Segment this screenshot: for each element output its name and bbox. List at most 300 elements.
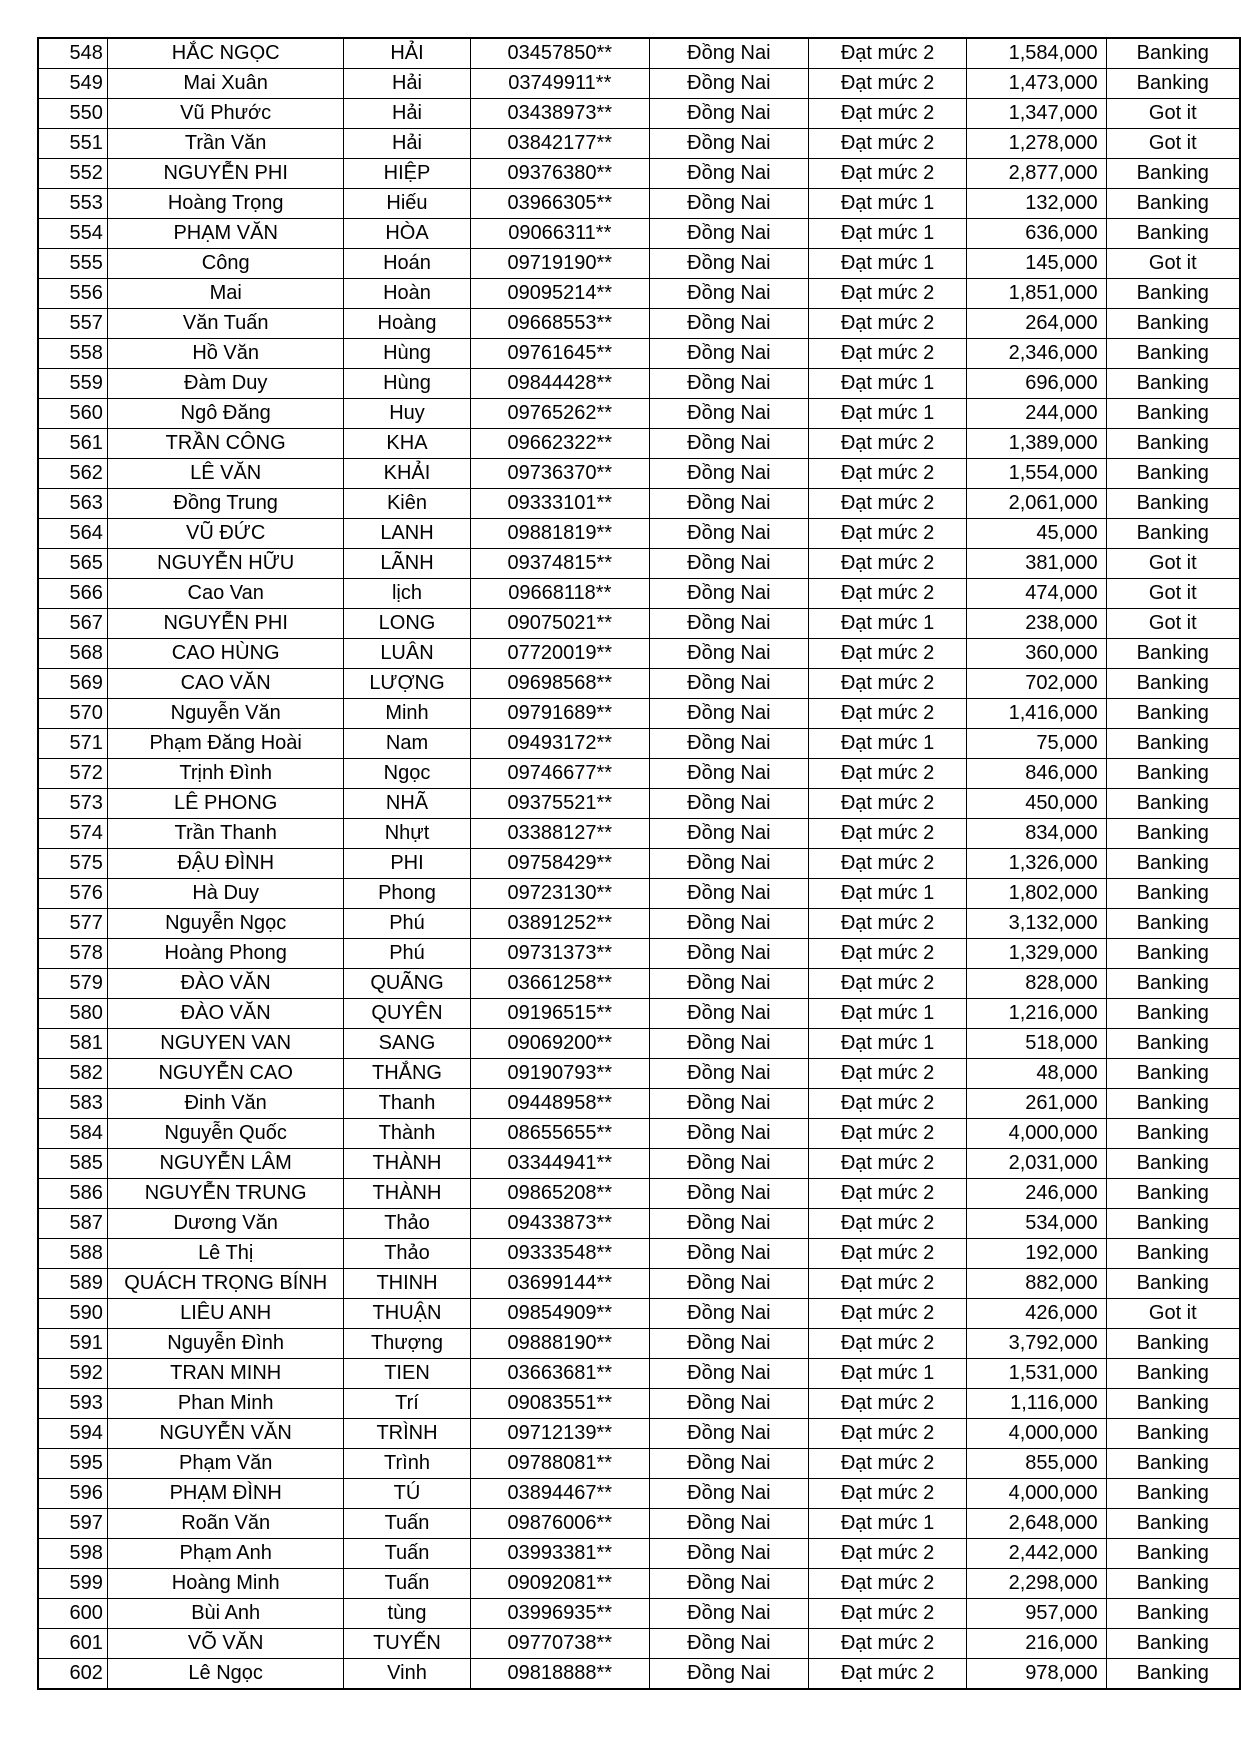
row-number-cell: 569 [38,669,107,699]
row-number-cell: 602 [38,1659,107,1690]
first-name-cell: THÀNH [344,1149,470,1179]
table-row [38,519,1240,549]
amount-cell: 534,000 [967,1209,1106,1239]
last-middle-name-cell: Phạm Văn [107,1449,344,1479]
province-cell: Đồng Nai [650,609,809,639]
last-middle-name-cell: Nguyễn Đình [107,1329,344,1359]
first-name-cell: Nam [344,729,470,759]
level-cell: Đạt mức 2 [808,909,967,939]
last-middle-name-cell: VŨ ĐỨC [107,519,344,549]
level-cell: Đạt mức 1 [808,1509,967,1539]
payment-method-cell: Banking [1106,489,1240,519]
payment-method-cell: Banking [1106,159,1240,189]
first-name-cell: Ngọc [344,759,470,789]
payment-method-cell: Banking [1106,1239,1240,1269]
phone-number-cell: 09719190** [470,249,650,279]
first-name-cell: Hoán [344,249,470,279]
amount-cell: 2,442,000 [967,1539,1106,1569]
payment-method-cell: Banking [1106,399,1240,429]
row-number-cell: 574 [38,819,107,849]
amount-cell: 1,473,000 [967,69,1106,99]
level-cell: Đạt mức 2 [808,759,967,789]
level-cell: Đạt mức 1 [808,729,967,759]
phone-number-cell: 09662322** [470,429,650,459]
phone-number-cell: 09333101** [470,489,650,519]
payment-method-cell: Banking [1106,1389,1240,1419]
row-number-cell: 558 [38,339,107,369]
province-cell: Đồng Nai [650,219,809,249]
first-name-cell: SANG [344,1029,470,1059]
table-row [38,1029,1240,1059]
table-row [38,639,1240,669]
first-name-cell: lịch [344,579,470,609]
phone-number-cell: 09668553** [470,309,650,339]
first-name-cell: THÀNH [344,1179,470,1209]
row-number-cell: 576 [38,879,107,909]
phone-number-cell: 09069200** [470,1029,650,1059]
phone-number-cell: 09770738** [470,1629,650,1659]
last-middle-name-cell: Phạm Đăng Hoài [107,729,344,759]
level-cell: Đạt mức 1 [808,879,967,909]
level-cell: Đạt mức 2 [808,579,967,609]
province-cell: Đồng Nai [650,38,809,69]
last-middle-name-cell: Phan Minh [107,1389,344,1419]
amount-cell: 264,000 [967,309,1106,339]
first-name-cell: TRÌNH [344,1419,470,1449]
phone-number-cell: 09712139** [470,1419,650,1449]
last-middle-name-cell: Hoàng Minh [107,1569,344,1599]
last-middle-name-cell: Mai [107,279,344,309]
first-name-cell: Hoàng [344,309,470,339]
phone-number-cell: 09092081** [470,1569,650,1599]
level-cell: Đạt mức 2 [808,38,967,69]
phone-number-cell: 03894467** [470,1479,650,1509]
first-name-cell: NHÃ [344,789,470,819]
first-name-cell: Hùng [344,339,470,369]
level-cell: Đạt mức 2 [808,1149,967,1179]
first-name-cell: LONG [344,609,470,639]
level-cell: Đạt mức 1 [808,999,967,1029]
table-row [38,1269,1240,1299]
amount-cell: 834,000 [967,819,1106,849]
phone-number-cell: 09746677** [470,759,650,789]
phone-number-cell: 09333548** [470,1239,650,1269]
row-number-cell: 567 [38,609,107,639]
payment-method-cell: Banking [1106,1269,1240,1299]
table-row [38,38,1240,69]
payment-method-cell: Banking [1106,1509,1240,1539]
amount-cell: 1,531,000 [967,1359,1106,1389]
amount-cell: 2,648,000 [967,1509,1106,1539]
last-middle-name-cell: Cao Van [107,579,344,609]
amount-cell: 360,000 [967,639,1106,669]
table-row [38,669,1240,699]
level-cell: Đạt mức 2 [808,1329,967,1359]
table-row [38,1569,1240,1599]
level-cell: Đạt mức 2 [808,429,967,459]
first-name-cell: Kiên [344,489,470,519]
level-cell: Đạt mức 2 [808,69,967,99]
row-number-cell: 584 [38,1119,107,1149]
level-cell: Đạt mức 2 [808,1089,967,1119]
first-name-cell: KHẢI [344,459,470,489]
payment-method-cell: Banking [1106,1539,1240,1569]
row-number-cell: 562 [38,459,107,489]
phone-number-cell: 09736370** [470,459,650,489]
first-name-cell: Thượng [344,1329,470,1359]
phone-number-cell: 03891252** [470,909,650,939]
province-cell: Đồng Nai [650,549,809,579]
amount-cell: 3,132,000 [967,909,1106,939]
phone-number-cell: 03996935** [470,1599,650,1629]
table-row [38,999,1240,1029]
table-row [38,489,1240,519]
first-name-cell: TÚ [344,1479,470,1509]
row-number-cell: 587 [38,1209,107,1239]
first-name-cell: LƯỢNG [344,669,470,699]
first-name-cell: Hùng [344,369,470,399]
winners-table [37,37,1241,1690]
level-cell: Đạt mức 2 [808,1449,967,1479]
table-row [38,1599,1240,1629]
last-middle-name-cell: Đinh Văn [107,1089,344,1119]
last-middle-name-cell: Lê Thị [107,1239,344,1269]
province-cell: Đồng Nai [650,639,809,669]
table-row [38,969,1240,999]
province-cell: Đồng Nai [650,1119,809,1149]
province-cell: Đồng Nai [650,1659,809,1690]
payment-method-cell: Banking [1106,729,1240,759]
row-number-cell: 550 [38,99,107,129]
row-number-cell: 583 [38,1089,107,1119]
province-cell: Đồng Nai [650,1239,809,1269]
row-number-cell: 597 [38,1509,107,1539]
phone-number-cell: 09854909** [470,1299,650,1329]
province-cell: Đồng Nai [650,699,809,729]
payment-method-cell: Banking [1106,1059,1240,1089]
amount-cell: 1,278,000 [967,129,1106,159]
level-cell: Đạt mức 2 [808,969,967,999]
last-middle-name-cell: Vũ Phước [107,99,344,129]
amount-cell: 1,802,000 [967,879,1106,909]
amount-cell: 3,792,000 [967,1329,1106,1359]
level-cell: Đạt mức 2 [808,849,967,879]
payment-method-cell: Banking [1106,819,1240,849]
payment-method-cell: Banking [1106,1149,1240,1179]
level-cell: Đạt mức 2 [808,339,967,369]
level-cell: Đạt mức 1 [808,219,967,249]
province-cell: Đồng Nai [650,1359,809,1389]
amount-cell: 216,000 [967,1629,1106,1659]
amount-cell: 132,000 [967,189,1106,219]
level-cell: Đạt mức 2 [808,1389,967,1419]
last-middle-name-cell: Phạm Anh [107,1539,344,1569]
last-middle-name-cell: Bùi Anh [107,1599,344,1629]
table-row [38,1509,1240,1539]
last-middle-name-cell: NGUYỄN HỮU [107,549,344,579]
row-number-cell: 555 [38,249,107,279]
last-middle-name-cell: NGUYỄN PHI [107,159,344,189]
payment-method-cell: Banking [1106,1449,1240,1479]
table-row [38,1359,1240,1389]
level-cell: Đạt mức 2 [808,939,967,969]
payment-method-cell: Banking [1106,669,1240,699]
amount-cell: 1,326,000 [967,849,1106,879]
level-cell: Đạt mức 2 [808,519,967,549]
level-cell: Đạt mức 2 [808,159,967,189]
payment-method-cell: Banking [1106,1209,1240,1239]
phone-number-cell: 09190793** [470,1059,650,1089]
province-cell: Đồng Nai [650,429,809,459]
last-middle-name-cell: TRẦN CÔNG [107,429,344,459]
level-cell: Đạt mức 2 [808,669,967,699]
province-cell: Đồng Nai [650,1179,809,1209]
payment-method-cell: Banking [1106,969,1240,999]
payment-method-cell: Banking [1106,1329,1240,1359]
last-middle-name-cell: Trần Thanh [107,819,344,849]
phone-number-cell: 09881819** [470,519,650,549]
row-number-cell: 572 [38,759,107,789]
row-number-cell: 593 [38,1389,107,1419]
row-number-cell: 573 [38,789,107,819]
row-number-cell: 568 [38,639,107,669]
last-middle-name-cell: Nguyễn Văn [107,699,344,729]
last-middle-name-cell: Nguyễn Ngọc [107,909,344,939]
table-row [38,1179,1240,1209]
row-number-cell: 589 [38,1269,107,1299]
level-cell: Đạt mức 2 [808,819,967,849]
table-row [38,1089,1240,1119]
phone-number-cell: 09433873** [470,1209,650,1239]
last-middle-name-cell: PHẠM ĐÌNH [107,1479,344,1509]
phone-number-cell: 09376380** [470,159,650,189]
last-middle-name-cell: Trịnh Đình [107,759,344,789]
phone-number-cell: 09196515** [470,999,650,1029]
payment-method-cell: Banking [1106,849,1240,879]
level-cell: Đạt mức 2 [808,459,967,489]
level-cell: Đạt mức 2 [808,1179,967,1209]
province-cell: Đồng Nai [650,159,809,189]
amount-cell: 1,851,000 [967,279,1106,309]
table-row [38,909,1240,939]
table-row [38,1479,1240,1509]
table-row [38,1629,1240,1659]
payment-method-cell: Banking [1106,789,1240,819]
first-name-cell: Minh [344,699,470,729]
last-middle-name-cell: Công [107,249,344,279]
amount-cell: 702,000 [967,669,1106,699]
first-name-cell: Huy [344,399,470,429]
payment-method-cell: Banking [1106,309,1240,339]
row-number-cell: 548 [38,38,107,69]
province-cell: Đồng Nai [650,879,809,909]
row-number-cell: 561 [38,429,107,459]
phone-number-cell: 03993381** [470,1539,650,1569]
last-middle-name-cell: NGUYỄN TRUNG [107,1179,344,1209]
last-middle-name-cell: Hoàng Trọng [107,189,344,219]
province-cell: Đồng Nai [650,459,809,489]
first-name-cell: Hải [344,99,470,129]
table-row [38,699,1240,729]
last-middle-name-cell: ĐÀO VĂN [107,999,344,1029]
province-cell: Đồng Nai [650,669,809,699]
table-row [38,1389,1240,1419]
table-row [38,579,1240,609]
province-cell: Đồng Nai [650,1599,809,1629]
phone-number-cell: 09731373** [470,939,650,969]
amount-cell: 846,000 [967,759,1106,789]
first-name-cell: Phong [344,879,470,909]
phone-number-cell: 09083551** [470,1389,650,1419]
row-number-cell: 585 [38,1149,107,1179]
first-name-cell: QUYÊN [344,999,470,1029]
phone-number-cell: 09075021** [470,609,650,639]
first-name-cell: THUẬN [344,1299,470,1329]
province-cell: Đồng Nai [650,1419,809,1449]
row-number-cell: 551 [38,129,107,159]
row-number-cell: 578 [38,939,107,969]
amount-cell: 1,389,000 [967,429,1106,459]
table-row [38,1209,1240,1239]
level-cell: Đạt mức 2 [808,99,967,129]
row-number-cell: 571 [38,729,107,759]
phone-number-cell: 03966305** [470,189,650,219]
first-name-cell: Hải [344,69,470,99]
last-middle-name-cell: NGUYỄN CAO [107,1059,344,1089]
last-middle-name-cell: Hoàng Phong [107,939,344,969]
first-name-cell: Hiếu [344,189,470,219]
province-cell: Đồng Nai [650,249,809,279]
level-cell: Đạt mức 2 [808,789,967,819]
level-cell: Đạt mức 2 [808,1539,967,1569]
amount-cell: 450,000 [967,789,1106,819]
first-name-cell: Thảo [344,1239,470,1269]
amount-cell: 1,216,000 [967,999,1106,1029]
last-middle-name-cell: Hà Duy [107,879,344,909]
phone-number-cell: 09493172** [470,729,650,759]
last-middle-name-cell: Lê Ngọc [107,1659,344,1690]
province-cell: Đồng Nai [650,489,809,519]
table-row [38,1539,1240,1569]
phone-number-cell: 09758429** [470,849,650,879]
last-middle-name-cell: NGUYEN VAN [107,1029,344,1059]
payment-method-cell: Banking [1106,429,1240,459]
level-cell: Đạt mức 1 [808,369,967,399]
amount-cell: 45,000 [967,519,1106,549]
table-body [38,38,1240,1689]
row-number-cell: 592 [38,1359,107,1389]
province-cell: Đồng Nai [650,189,809,219]
first-name-cell: Thanh [344,1089,470,1119]
payment-method-cell: Banking [1106,1479,1240,1509]
phone-number-cell: 09095214** [470,279,650,309]
last-middle-name-cell: CAO VĂN [107,669,344,699]
first-name-cell: HÒA [344,219,470,249]
table-row [38,1149,1240,1179]
level-cell: Đạt mức 2 [808,1419,967,1449]
table-row [38,189,1240,219]
row-number-cell: 559 [38,369,107,399]
province-cell: Đồng Nai [650,1149,809,1179]
province-cell: Đồng Nai [650,759,809,789]
payment-method-cell: Got it [1106,249,1240,279]
payment-method-cell: Banking [1106,879,1240,909]
first-name-cell: Phú [344,909,470,939]
amount-cell: 1,347,000 [967,99,1106,129]
row-number-cell: 594 [38,1419,107,1449]
province-cell: Đồng Nai [650,969,809,999]
province-cell: Đồng Nai [650,579,809,609]
first-name-cell: THINH [344,1269,470,1299]
amount-cell: 1,584,000 [967,38,1106,69]
phone-number-cell: 03457850** [470,38,650,69]
first-name-cell: LUÂN [344,639,470,669]
level-cell: Đạt mức 2 [808,549,967,579]
amount-cell: 474,000 [967,579,1106,609]
level-cell: Đạt mức 2 [808,1239,967,1269]
amount-cell: 2,346,000 [967,339,1106,369]
level-cell: Đạt mức 2 [808,1209,967,1239]
payment-method-cell: Banking [1106,759,1240,789]
payment-method-cell: Got it [1106,129,1240,159]
payment-method-cell: Banking [1106,1179,1240,1209]
province-cell: Đồng Nai [650,99,809,129]
level-cell: Đạt mức 2 [808,129,967,159]
province-cell: Đồng Nai [650,1569,809,1599]
province-cell: Đồng Nai [650,1329,809,1359]
payment-method-cell: Banking [1106,1359,1240,1389]
payment-method-cell: Banking [1106,1089,1240,1119]
level-cell: Đạt mức 2 [808,1269,967,1299]
province-cell: Đồng Nai [650,69,809,99]
first-name-cell: Trí [344,1389,470,1419]
payment-method-cell: Banking [1106,369,1240,399]
table-row [38,309,1240,339]
amount-cell: 882,000 [967,1269,1106,1299]
province-cell: Đồng Nai [650,129,809,159]
province-cell: Đồng Nai [650,339,809,369]
last-middle-name-cell: NGUYỄN VĂN [107,1419,344,1449]
first-name-cell: Thành [344,1119,470,1149]
level-cell: Đạt mức 2 [808,1059,967,1089]
amount-cell: 978,000 [967,1659,1106,1690]
table-row [38,879,1240,909]
row-number-cell: 596 [38,1479,107,1509]
row-number-cell: 570 [38,699,107,729]
first-name-cell: Hoàn [344,279,470,309]
row-number-cell: 586 [38,1179,107,1209]
first-name-cell: Trình [344,1449,470,1479]
table-row [38,99,1240,129]
row-number-cell: 579 [38,969,107,999]
first-name-cell: THẮNG [344,1059,470,1089]
first-name-cell: QUÃNG [344,969,470,999]
amount-cell: 957,000 [967,1599,1106,1629]
table-row [38,1419,1240,1449]
level-cell: Đạt mức 2 [808,1119,967,1149]
first-name-cell: Tuấn [344,1509,470,1539]
table-row [38,849,1240,879]
row-number-cell: 557 [38,309,107,339]
amount-cell: 1,554,000 [967,459,1106,489]
level-cell: Đạt mức 2 [808,279,967,309]
first-name-cell: HẢI [344,38,470,69]
first-name-cell: Tuấn [344,1539,470,1569]
row-number-cell: 566 [38,579,107,609]
table-row [38,939,1240,969]
row-number-cell: 598 [38,1539,107,1569]
phone-number-cell: 09844428** [470,369,650,399]
